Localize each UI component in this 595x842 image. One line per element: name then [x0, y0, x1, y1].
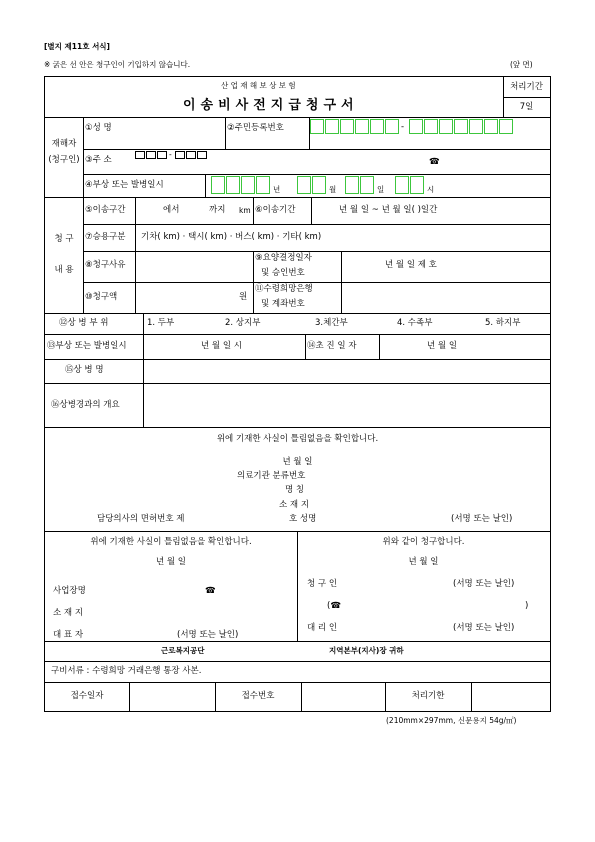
address-label: ③주 소: [85, 155, 112, 165]
rrn-digit-box[interactable]: [469, 119, 483, 134]
doctor-license-label: 담당의사의 면허번호 제: [97, 514, 185, 524]
institution-name-label: 명 칭: [285, 485, 305, 495]
claimant-statement: 위와 같이 청구합니다.: [382, 537, 465, 547]
route-unit: km: [239, 206, 251, 215]
attachments-note: 구비서류 : 수령희망 거래은행 통장 사본.: [51, 666, 202, 676]
page-side-label: (앞 면): [510, 60, 533, 69]
rrn-digit-box[interactable]: [355, 119, 369, 134]
body-part-option-3[interactable]: 3.체간부: [315, 318, 348, 328]
employer-cert-date[interactable]: 년 월 일: [155, 557, 187, 567]
year-digit-box[interactable]: [211, 176, 225, 194]
receipt-number-field[interactable]: [303, 684, 383, 709]
rrn-digit-box[interactable]: [439, 119, 453, 134]
disease-name-label: ⑮상 병 명: [65, 365, 104, 375]
claimant-label: 청 구 인: [307, 579, 338, 589]
rrn-digit-box[interactable]: [370, 119, 384, 134]
rrn-digit-box[interactable]: [499, 119, 513, 134]
claim-reason-field[interactable]: [137, 253, 251, 280]
bank-account-field[interactable]: [343, 284, 548, 311]
postal-dash: -: [169, 150, 172, 159]
doctor-sign-label[interactable]: (서명 또는 날인): [451, 514, 513, 524]
postal-code-box[interactable]: [146, 151, 156, 159]
institution-location-label: 소 재 지: [279, 500, 310, 510]
agent-label: 대 리 인: [307, 623, 338, 633]
phone-icon: ☎: [429, 157, 440, 167]
rrn-digit-box[interactable]: [484, 119, 498, 134]
employer-sign-label[interactable]: (서명 또는 날인): [177, 630, 239, 640]
body-part-option-2[interactable]: 2. 상지부: [225, 318, 261, 328]
onset-date-label: ⑬부상 또는 발병일시: [47, 341, 127, 351]
disease-name-field[interactable]: [145, 361, 548, 381]
postal-code-box[interactable]: [197, 151, 207, 159]
disease-course-field[interactable]: [145, 385, 548, 425]
approval-sublabel: 및 승인번호: [261, 268, 305, 278]
injury-date-label: ④부상 또는 발병일시: [85, 180, 164, 190]
disease-course-label: ⑯상병경과의 개요: [51, 400, 120, 410]
addressee-branch: 지역본부(지사)장 귀하: [329, 646, 404, 655]
period-label: ⑥이송기간: [255, 205, 296, 215]
name-field[interactable]: [135, 119, 223, 147]
claim-reason-label: ⑧청구사유: [85, 260, 126, 270]
receipt-date-label: 접수일자: [70, 691, 104, 701]
route-to: 까지: [209, 205, 226, 215]
hour-digit-box[interactable]: [395, 176, 409, 194]
rrn-digit-box[interactable]: [385, 119, 399, 134]
employer-location-label: 소 재 지: [53, 608, 84, 618]
month-digit-box[interactable]: [297, 176, 311, 194]
first-exam-label: ⑭초 진 일 자: [307, 341, 357, 351]
unit-day: 일: [377, 185, 385, 194]
name-label: ①성 명: [85, 123, 112, 133]
form-frame: [44, 76, 551, 712]
approval-label: ⑨요양결정일자: [255, 253, 312, 263]
bank-sublabel: 및 계좌번호: [261, 299, 305, 309]
processing-period-label: 처리기간: [510, 82, 543, 92]
route-from: 에서: [163, 205, 180, 215]
rrn-label: ②주민등록번호: [227, 123, 284, 133]
receipt-number-label: 접수번호: [241, 691, 275, 701]
postal-code-box[interactable]: [175, 151, 185, 159]
applicant-section-sublabel: (청구인): [48, 155, 80, 165]
claim-amount-label: ⑩청구액: [85, 292, 118, 302]
postal-code-box[interactable]: [135, 151, 145, 159]
postal-code-box[interactable]: [186, 151, 196, 159]
workplace-name-label: 사업장명: [53, 586, 86, 596]
rrn-dash: -: [401, 122, 405, 132]
doctor-name-label: 호 성명: [289, 514, 317, 524]
year-digit-box[interactable]: [256, 176, 270, 194]
unit-hour: 시: [427, 185, 435, 194]
day-digit-box[interactable]: [345, 176, 359, 194]
bank-label: ⑪수령희망은행: [255, 284, 313, 294]
form-number: [별지 제11호 서식]: [44, 42, 110, 51]
postal-code-box[interactable]: [157, 151, 167, 159]
doctor-statement: 위에 기재한 사실이 틀림없음을 확인합니다.: [216, 434, 379, 444]
rrn-digit-box[interactable]: [340, 119, 354, 134]
applicant-section-label: 재해자: [51, 139, 77, 149]
claimant-sign-label[interactable]: (서명 또는 날인): [453, 579, 515, 589]
rrn-digit-box[interactable]: [310, 119, 324, 134]
transport-method-label: ⑦승용구분: [85, 232, 126, 242]
doctor-cert-date[interactable]: 년 월 일: [282, 457, 313, 467]
addressee-org: 근로복지공단: [161, 646, 205, 655]
body-part-option-5[interactable]: 5. 하지부: [485, 318, 521, 328]
claim-section-label: 청 구: [54, 234, 74, 244]
rrn-digit-box[interactable]: [424, 119, 438, 134]
claimant-date[interactable]: 년 월 일: [408, 557, 439, 567]
instruction-note: ※ 굵은 선 안은 청구인이 기입하지 않습니다.: [44, 60, 191, 69]
unit-year: 년: [273, 185, 281, 194]
approval-value[interactable]: 년 월 일 제 호: [385, 260, 437, 270]
institution-code-label: 의료기관 분류번호: [237, 471, 306, 481]
claimant-phone-close: ): [525, 601, 529, 611]
transport-method-value[interactable]: 기차( km) · 택시( km) · 버스( km) · 기타( km): [141, 232, 322, 242]
rrn-digit-box[interactable]: [454, 119, 468, 134]
employer-statement: 위에 기재한 사실이 틀림없음을 확인합니다.: [90, 537, 252, 547]
month-digit-box[interactable]: [312, 176, 326, 194]
processing-deadline-label: 처리기한: [411, 691, 445, 701]
rrn-digit-box[interactable]: [409, 119, 423, 134]
year-digit-box[interactable]: [241, 176, 255, 194]
body-part-label: ⑫상 병 부 위: [59, 318, 109, 328]
period-value[interactable]: 년 월 일 ~ 년 월 일( )일간: [339, 205, 438, 215]
paper-spec-footer: (210mm×297mm, 신문용지 54g/㎡): [386, 716, 517, 725]
onset-date-value[interactable]: 년 월 일 시: [201, 341, 242, 351]
receipt-date-field[interactable]: [131, 684, 213, 709]
route-label: ⑤이송구간: [85, 205, 126, 215]
representative-label: 대 표 자: [53, 630, 84, 640]
body-part-option-4[interactable]: 4. 수족부: [397, 318, 433, 328]
form-title: 이송비사전지급청구서: [183, 98, 359, 113]
year-digit-box[interactable]: [226, 176, 240, 194]
agent-sign-label[interactable]: (서명 또는 날인): [453, 623, 515, 633]
processing-period-value: 7일: [519, 102, 534, 112]
claim-amount-unit: 원: [239, 292, 248, 302]
processing-deadline-field[interactable]: [473, 684, 548, 709]
hour-digit-box[interactable]: [410, 176, 424, 194]
first-exam-value[interactable]: 년 월 일: [427, 341, 458, 351]
claim-section-sublabel: 내 용: [54, 265, 74, 275]
employer-phone-icon: ☎: [205, 586, 216, 596]
day-digit-box[interactable]: [360, 176, 374, 194]
claimant-phone-label: (☎: [327, 601, 341, 611]
agency-name: 산 업 재 해 보 상 보 험: [221, 81, 296, 90]
body-part-option-1[interactable]: 1. 두부: [147, 318, 175, 328]
unit-month: 월: [329, 185, 337, 194]
rrn-digit-box[interactable]: [325, 119, 339, 134]
